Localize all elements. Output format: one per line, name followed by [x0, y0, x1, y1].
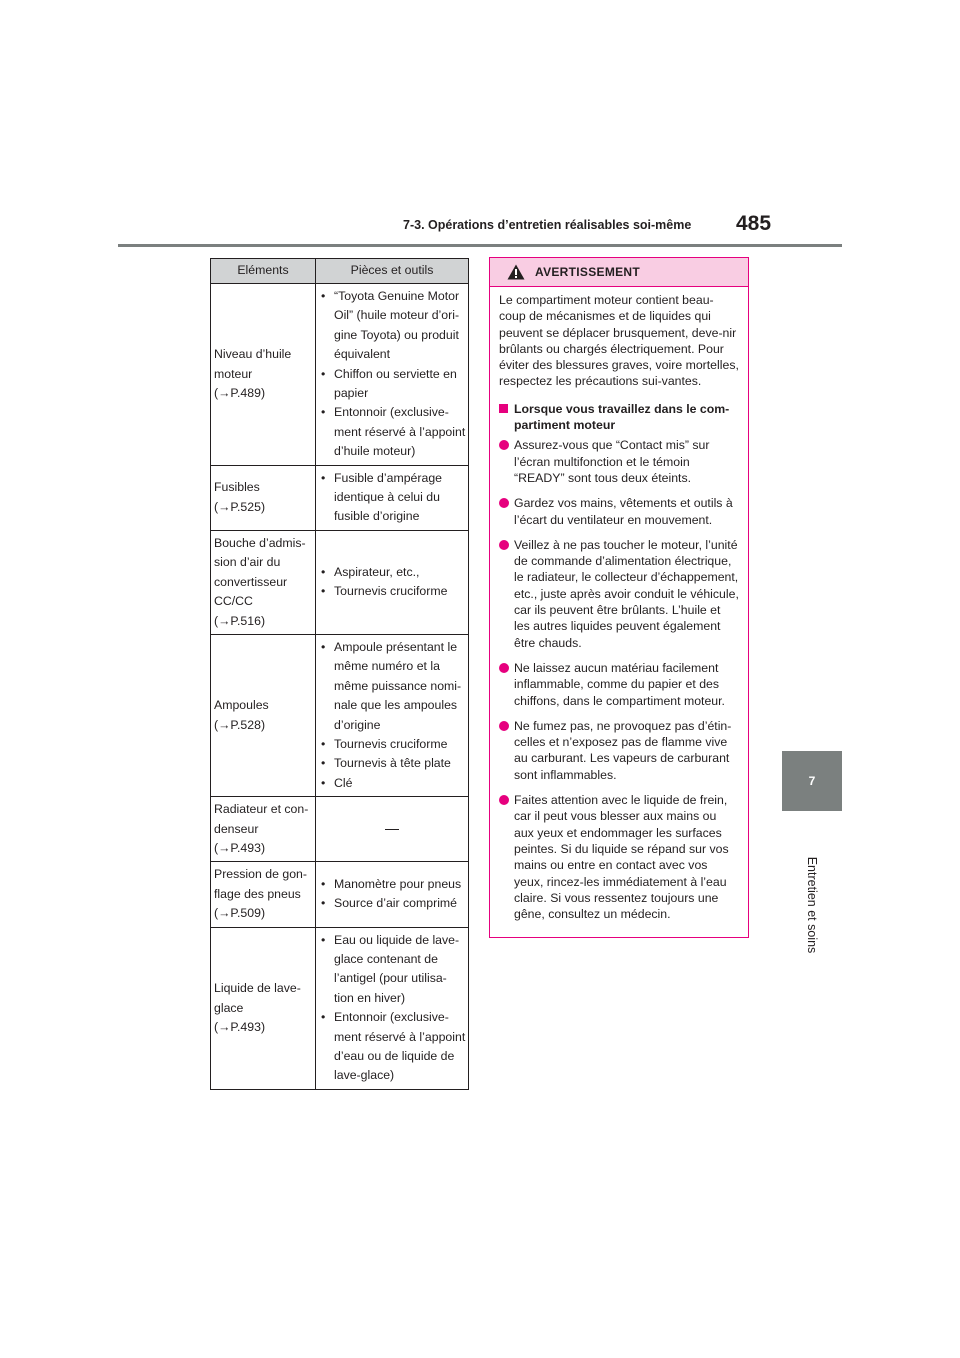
warning-point: [499, 718, 739, 783]
item-cell: [211, 927, 316, 1089]
warning-point: [499, 495, 739, 528]
header-divider: [118, 244, 842, 247]
circle-bullet-icon: [499, 498, 509, 508]
item-name-line: (→P.493): [214, 840, 266, 855]
warning-point: [499, 437, 739, 486]
tool-list-item: • Eau ou liquide de lave-glace contenant de l’antigel (pour utilisa-tion en hiver): [318, 931, 466, 1009]
table-row: [211, 284, 469, 466]
section-title: 7-3. Opérations d’entretien réalisables soi-même: [403, 218, 692, 232]
table-row: [211, 797, 469, 862]
warning-title: AVERTISSEMENT: [535, 265, 641, 279]
circle-bullet-icon: [499, 795, 509, 805]
chapter-title: Entretien et soins: [805, 856, 819, 954]
warning-point: [499, 660, 739, 709]
chapter-tab: [782, 751, 842, 811]
warning-intro: Le compartiment moteur contient beau-coup de mécanismes et de liquides qui peuvent se déplacer brusquement, deve-nir brûlants ou chargés électriquement. Pour éviter des blessures graves, voire mortelles, respectez les précautions sui-vantes.: [499, 293, 739, 389]
circle-bullet-icon: [499, 721, 509, 731]
circle-bullet-icon: [499, 540, 509, 550]
tool-list-item: • Manomètre pour pneus: [318, 875, 466, 894]
item-name-line: convertisseur: [214, 574, 288, 589]
table-row: [211, 634, 469, 796]
maintenance-items-table: [210, 258, 469, 1090]
tool-list-item: • Tournevis cruciforme: [318, 582, 466, 601]
item-name-line: Niveau d’huile: [214, 347, 292, 362]
circle-bullet-icon: [499, 663, 509, 673]
item-name-line: CC/CC: [214, 594, 253, 609]
tools-cell: [316, 797, 469, 862]
item-cell: [211, 634, 316, 796]
tool-list-item: • Chiffon ou serviette en papier: [318, 365, 466, 404]
item-cell: [211, 530, 316, 634]
warning-point-text: Faites attention avec le liquide de frein, car il peut vous blesser aux mains ou aux yeux et endommager les surfaces peintes. Si du liquide se répand sur vos mains ou entre en contact avec vos yeux, rincez-les immédiatement à l’eau claire. Si vous ressentez toujours une gêne, consultez un médecin.: [514, 793, 729, 922]
warning-point-text: Veillez à ne pas toucher le moteur, l’unité de commande d’alimentation électrique, le radiateur, le collecteur d’échappement, etc., juste après avoir conduit le véhicule, car ils peuvent être brûlants. L’huile et les autres liquides peuvent également être chauds.: [514, 537, 739, 650]
tools-cell: [316, 465, 469, 530]
tool-list-item: • Fusible d’ampérage identique à celui du fusible d’origine: [318, 469, 466, 527]
item-name-line: Fusibles: [214, 480, 260, 495]
table-row: [211, 465, 469, 530]
tool-list: [318, 469, 466, 527]
tools-cell: [316, 927, 469, 1089]
tool-list-item: • Tournevis à tête plate: [318, 754, 466, 773]
warning-point-text: Ne fumez pas, ne provoquez pas d’étin-celles et n’exposez pas de flamme vive au carburant. Les vapeurs de carburant sont inflammables.: [514, 718, 732, 782]
warning-subheading-text: Lorsque vous travaillez dans le com-partiment moteur: [514, 401, 730, 433]
item-name-line: Liquide de lave-: [214, 981, 301, 996]
warning-subheading: [499, 401, 739, 434]
none-dash: [385, 829, 399, 830]
item-name-line: Radiateur et con-: [214, 802, 309, 817]
table-header-row: [211, 259, 469, 284]
circle-bullet-icon: [499, 440, 509, 450]
tool-list-item: • Clé: [318, 774, 466, 793]
table-row: [211, 927, 469, 1089]
item-name-line: denseur: [214, 821, 259, 836]
warning-body: [490, 287, 748, 922]
tools-cell: [316, 530, 469, 634]
tool-list-item: • Entonnoir (exclusive-ment réservé à l’appoint d’huile moteur): [318, 403, 466, 461]
tool-list: [318, 931, 466, 1086]
item-cell: [211, 465, 316, 530]
item-name-line: Pression de gon-: [214, 867, 307, 882]
tool-list: [318, 875, 466, 914]
item-name-line: (→P.489): [214, 386, 266, 401]
warning-point: [499, 537, 739, 651]
tool-list: [318, 287, 466, 462]
item-name-line: (→P.493): [214, 1019, 266, 1034]
item-cell: [211, 284, 316, 466]
tool-list-item: • Ampoule présentant le même numéro et la même puissance nomi-nale que les ampoules d’origine: [318, 638, 466, 735]
tools-cell: [316, 862, 469, 927]
item-name-line: (→P.525): [214, 499, 266, 514]
warning-point-text: Assurez-vous que “Contact mis” sur l’écran multifonction et le témoin “READY” sont tous deux éteints.: [514, 438, 710, 485]
warning-point-text: Ne laissez aucun matériau facilement inflammable, comme du papier et des chiffons, dans le compartiment moteur.: [514, 660, 725, 708]
warning-triangle-icon: [507, 264, 525, 280]
item-name-line: (→P.509): [214, 906, 266, 921]
table-row: [211, 530, 469, 634]
column-header-items: Eléments: [211, 259, 316, 284]
column-header-tools: Pièces et outils: [316, 259, 469, 284]
item-name-line: Bouche d’admis-: [214, 535, 306, 550]
item-name-line: glace: [214, 1000, 244, 1015]
item-cell: [211, 797, 316, 862]
tool-list-item: • Entonnoir (exclusive-ment réservé à l’appoint d’eau ou de liquide de lave-glace): [318, 1008, 466, 1086]
tool-list: [318, 638, 466, 793]
tool-list: [318, 563, 466, 602]
item-name-line: sion d’air du: [214, 555, 281, 570]
tools-cell: [316, 284, 469, 466]
warning-points-list: [499, 437, 739, 922]
tool-list-item: • Aspirateur, etc.,: [318, 563, 466, 582]
tool-list-item: • Tournevis cruciforme: [318, 735, 466, 754]
item-name-line: Ampoules: [214, 698, 269, 713]
square-bullet-icon: [499, 404, 508, 413]
warning-point-text: Gardez vos mains, vêtements et outils à l’écart du ventilateur en mouvement.: [514, 496, 733, 527]
tool-list-item: • Source d’air comprimé: [318, 894, 466, 913]
warning-header: [490, 258, 748, 287]
tools-cell: [316, 634, 469, 796]
item-cell: [211, 862, 316, 927]
page-number: 485: [736, 212, 772, 235]
chapter-number: 7: [808, 774, 816, 788]
item-name-line: (→P.528): [214, 717, 266, 732]
tool-list-item: • “Toyota Genuine Motor Oil” (huile moteur d’ori-gine Toyota) ou produit équivalent: [318, 287, 466, 365]
warning-box: [489, 257, 749, 938]
warning-point: [499, 792, 739, 922]
table-row: [211, 862, 469, 927]
item-name-line: flage des pneus: [214, 886, 301, 901]
item-name-line: (→P.516): [214, 613, 266, 628]
item-name-line: moteur: [214, 366, 253, 381]
